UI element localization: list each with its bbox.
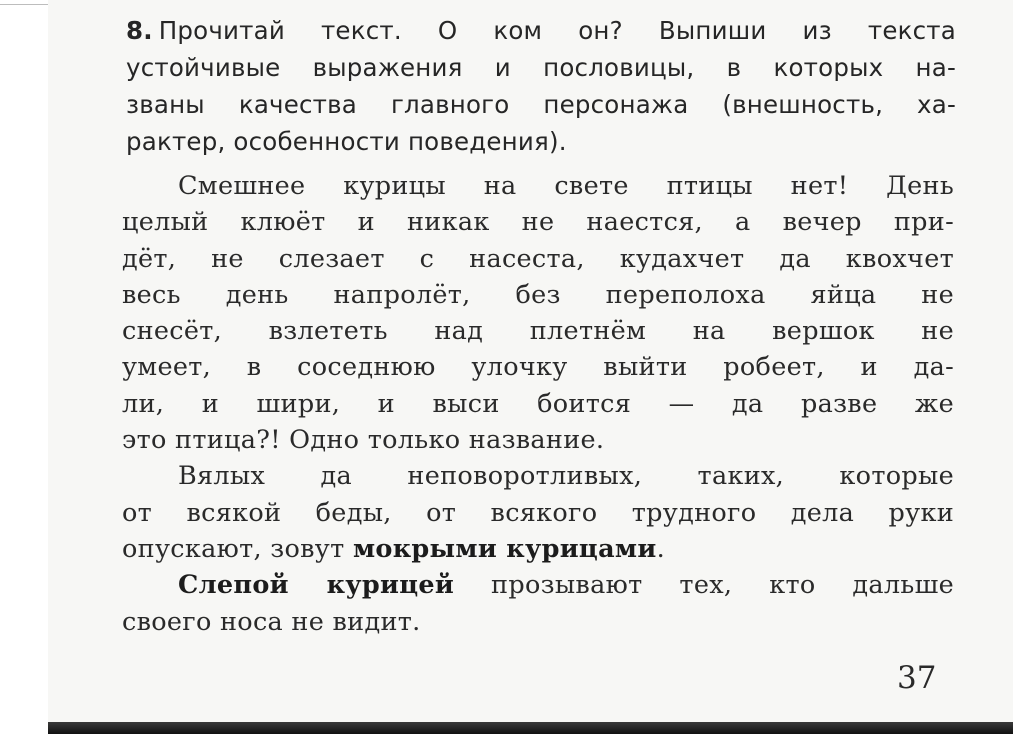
story-line: Слепой курицей прозывают тех, кто дальше (178, 570, 954, 601)
story-paragraph-1 (122, 168, 954, 458)
story-line: от всякой беды, от всякого трудного дела руки (122, 497, 954, 528)
task-number: 8. (126, 16, 153, 45)
page-bottom-edge (48, 722, 1013, 734)
story-line: опускают, зовут мокрыми курицами. (122, 533, 665, 564)
story-line: Вялых да неповоротливых, таких, которые (178, 461, 954, 492)
story-line: это птица?! Одно только название. (122, 425, 605, 456)
story-text (122, 168, 954, 640)
story-line: целый клюёт и никак не наестся, а вечер при- (122, 207, 954, 238)
story-paragraph-2 (122, 458, 954, 567)
story-line: умеет, в соседнюю улочку выйти робеет, и да- (122, 352, 954, 383)
task-line: рактер, особенности поведения). (126, 127, 567, 156)
story-line: своего носа не видит. (122, 606, 421, 637)
idiom-blind-hen: Слепой курицей (178, 570, 455, 601)
story-line: ли, и шири, и выси боится — да разве же (122, 388, 954, 419)
idiom-wet-hens: мокрыми курицами (352, 533, 657, 564)
story-line: дёт, не слезает с насеста, кудахчет да квохчет (122, 243, 954, 274)
page-number: 37 (897, 660, 937, 696)
page-corner-mark (0, 0, 48, 5)
story-line: весь день напролёт, без переполоха яйца не (122, 279, 954, 310)
story-paragraph-3 (122, 567, 954, 640)
task-line: званы качества главного персонажа (внешность, ха- (126, 90, 956, 119)
story-line: Смешнее курицы на свете птицы нет! День (178, 171, 954, 201)
task-line: 8. Прочитай текст. О ком он? Выпиши из текста (126, 16, 956, 45)
task-instructions (126, 12, 956, 160)
story-line: снесёт, взлететь над плетнём на вершок не (122, 316, 954, 347)
task-line: устойчивые выражения и пословицы, в которых на- (126, 53, 956, 82)
